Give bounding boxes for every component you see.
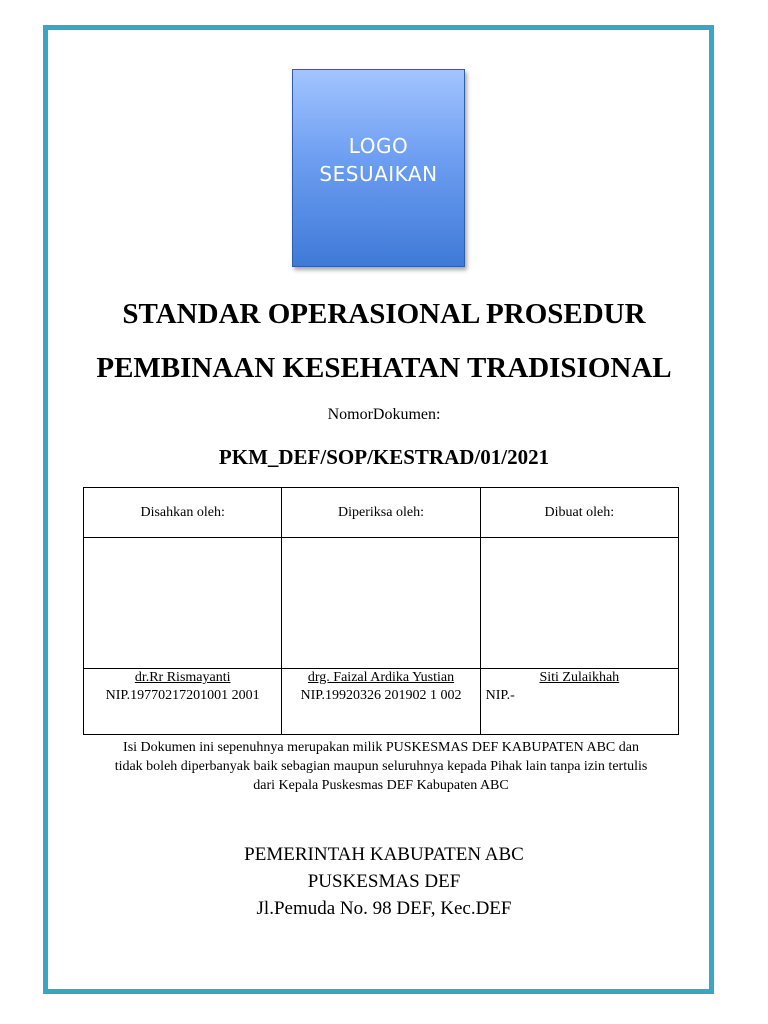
document-number: PKM_DEF/SOP/KESTRAD/01/2021 — [218, 445, 550, 469]
notice-line-1: Isi Dokumen ini sepenuhnya merupakan milik PUSKESMAS DEF KABUPATEN ABC dan — [123, 740, 639, 755]
logo-line-1: LOGO — [348, 134, 409, 158]
checked-by-nip: NIP.19920326 201902 1 002 — [300, 688, 462, 703]
notice-line-2: tidak boleh diperbanyak baik sebagian maupun seluruhnya kepada Pihak lain tanpa izin tertulis — [114, 759, 648, 774]
checked-by-header: Diperiksa oleh: — [282, 488, 480, 538]
prepared-by-signature-space — [480, 538, 678, 669]
approved-by-name: dr.Rr Rismayanti — [134, 670, 231, 685]
approved-by-cell — [84, 669, 282, 735]
prepared-by-name: Siti Zulaikhah — [539, 670, 620, 685]
institution-footer — [0, 841, 768, 922]
approved-by-nip: NIP.19770217201001 2001 — [105, 688, 260, 703]
approved-by-header: Disahkan oleh: — [84, 488, 282, 538]
footer-address: Jl.Pemuda No. 98 DEF, Kec.DEF — [256, 898, 512, 919]
signature-header-row — [84, 488, 679, 538]
footer-puskesmas: PUSKESMAS DEF — [307, 871, 461, 892]
logo-placeholder — [292, 69, 465, 267]
prepared-by-header: Dibuat oleh: — [480, 488, 678, 538]
approved-by-signature-space — [84, 538, 282, 669]
checked-by-signature-space — [282, 538, 480, 669]
signature-space-row — [84, 538, 679, 669]
document-title-line-2: PEMBINAAN KESEHATAN TRADISIONAL — [96, 352, 672, 384]
checked-by-cell — [282, 669, 480, 735]
footer-government: PEMERINTAH KABUPATEN ABC — [244, 844, 524, 865]
document-title-line-1: STANDAR OPERASIONAL PROSEDUR — [122, 298, 646, 330]
signature-table — [83, 487, 679, 735]
logo-line-2: SESUAIKAN — [319, 162, 438, 186]
checked-by-name: drg. Faizal Ardika Yustian — [307, 670, 455, 685]
notice-line-3: dari Kepala Puskesmas DEF Kabupaten ABC — [253, 778, 509, 793]
ownership-notice — [83, 738, 679, 795]
prepared-by-cell — [480, 669, 678, 735]
signature-name-row — [84, 669, 679, 735]
document-number-label: NomorDokumen: — [327, 406, 441, 423]
prepared-by-nip: NIP.- — [485, 688, 515, 703]
